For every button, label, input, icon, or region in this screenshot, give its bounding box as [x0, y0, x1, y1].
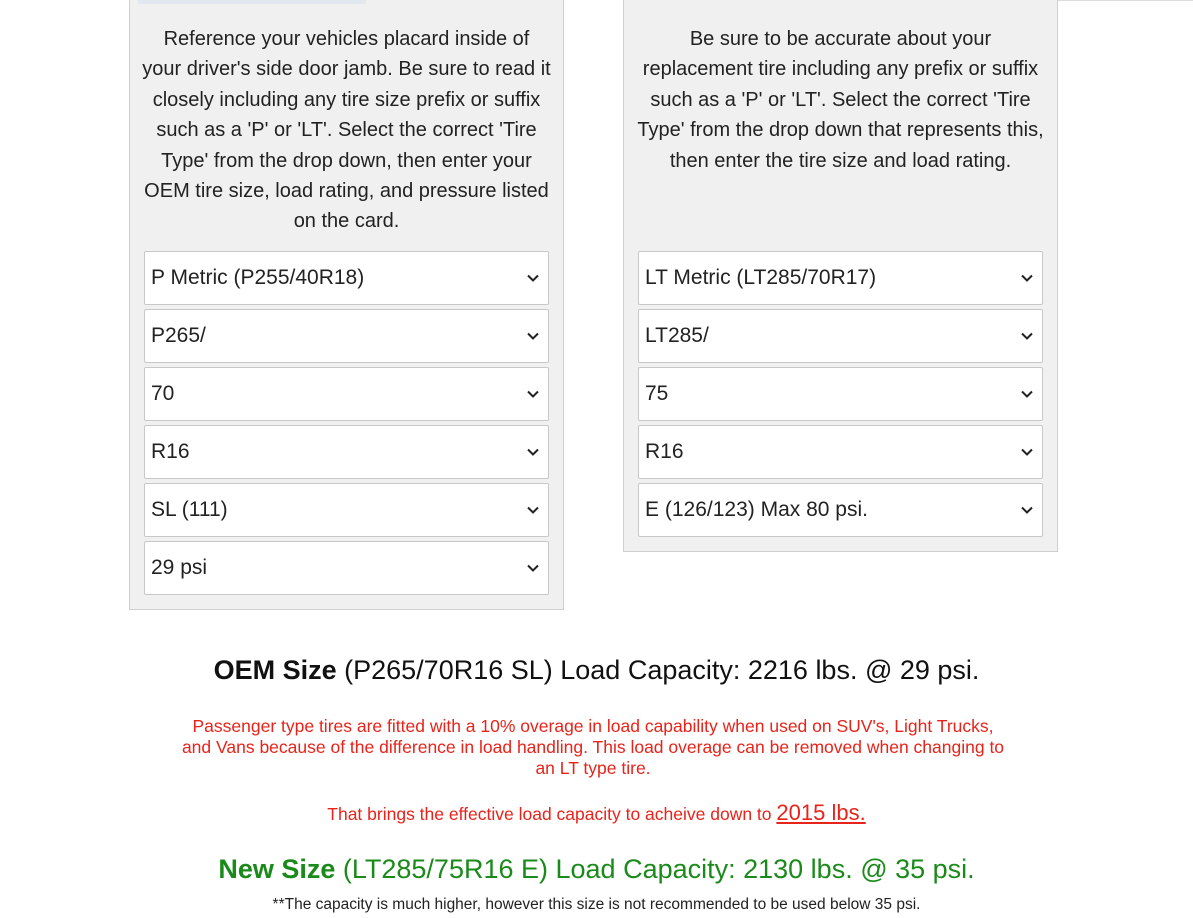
- chevron-down-icon: [526, 271, 540, 285]
- chevron-down-icon: [1020, 503, 1034, 517]
- oem-aspect-ratio-select[interactable]: [144, 367, 549, 421]
- oem-instructions: Reference your vehicles placard inside of your driver's side door jamb. Be sure to read it closely including any tire size prefix or suffix such as a 'P' or 'LT'. Select the correct 'Tire Type' from the drop down, then enter your OEM tire size, load rating, and pressure listed on the card.: [142, 28, 551, 233]
- new-size-detail: (LT285/75R16 E) Load Capacity: 2130 lbs. @ 35 psi.: [342, 854, 975, 884]
- oem-size-detail: (P265/70R16 SL) Load Capacity: 2216 lbs. @ 29 psi.: [344, 655, 980, 685]
- new-instructions: Be sure to be accurate about your replacement tire including any prefix or suffix such as a 'P' or 'LT'. Select the correct 'Tire Type' from the drop down that represents this, then enter the tire size and load rating.: [637, 28, 1044, 172]
- new-aspect-ratio-value: 75: [645, 382, 669, 405]
- oem-pressure-select[interactable]: [144, 541, 549, 595]
- chevron-down-icon: [1020, 271, 1034, 285]
- load-overage-warning: Passenger type tires are fitted with a 10% overage in load capability when used on SUV's, Light Trucks, and Vans because of the difference in load handling. This load overage can be removed when changing to an LT type tire.: [181, 716, 1005, 778]
- pressure-note: **The capacity is much higher, however this size is not recommended to be used below 35 psi.: [272, 896, 921, 913]
- chevron-down-icon: [1020, 329, 1034, 343]
- new-load-rating-value: E (126/123) Max 80 psi.: [645, 498, 868, 521]
- oem-size-label: OEM Size: [213, 655, 337, 685]
- oem-width-select[interactable]: [144, 309, 549, 363]
- oem-size-result: [0, 655, 1193, 686]
- effective-capacity-value: 2015 lbs.: [776, 800, 866, 825]
- oem-load-rating-value: SL (111): [151, 498, 228, 521]
- new-rim-value: R16: [645, 440, 684, 463]
- oem-width-value: P265/: [151, 324, 206, 347]
- chevron-down-icon: [526, 387, 540, 401]
- new-size-result: [0, 854, 1193, 885]
- new-size-label: New Size: [218, 854, 336, 884]
- chevron-down-icon: [526, 503, 540, 517]
- panel-tab-edge: [138, 0, 366, 4]
- oem-rim-value: R16: [151, 440, 190, 463]
- oem-pressure-value: 29 psi: [151, 556, 208, 579]
- new-width-select[interactable]: [638, 309, 1043, 363]
- chevron-down-icon: [526, 329, 540, 343]
- new-rim-select[interactable]: [638, 425, 1043, 479]
- oem-tire-type-value: P Metric (P255/40R18): [151, 266, 365, 289]
- new-aspect-ratio-select[interactable]: [638, 367, 1043, 421]
- new-tire-type-value: LT Metric (LT285/70R17): [645, 266, 877, 289]
- chevron-down-icon: [1020, 445, 1034, 459]
- chevron-down-icon: [526, 445, 540, 459]
- new-load-rating-select[interactable]: [638, 483, 1043, 537]
- oem-aspect-ratio-value: 70: [151, 382, 175, 405]
- oem-tire-panel: [129, 0, 564, 610]
- new-tire-type-select[interactable]: [638, 251, 1043, 305]
- oem-load-rating-select[interactable]: [144, 483, 549, 537]
- chevron-down-icon: [1020, 387, 1034, 401]
- top-divider: [1057, 0, 1193, 1]
- effective-capacity-line: [0, 800, 1193, 826]
- oem-tire-type-select[interactable]: [144, 251, 549, 305]
- effective-capacity-text: That brings the effective load capacity to acheive down to: [327, 804, 772, 824]
- oem-rim-select[interactable]: [144, 425, 549, 479]
- new-width-value: LT285/: [645, 324, 709, 347]
- new-tire-panel: [623, 0, 1058, 552]
- chevron-down-icon: [526, 561, 540, 575]
